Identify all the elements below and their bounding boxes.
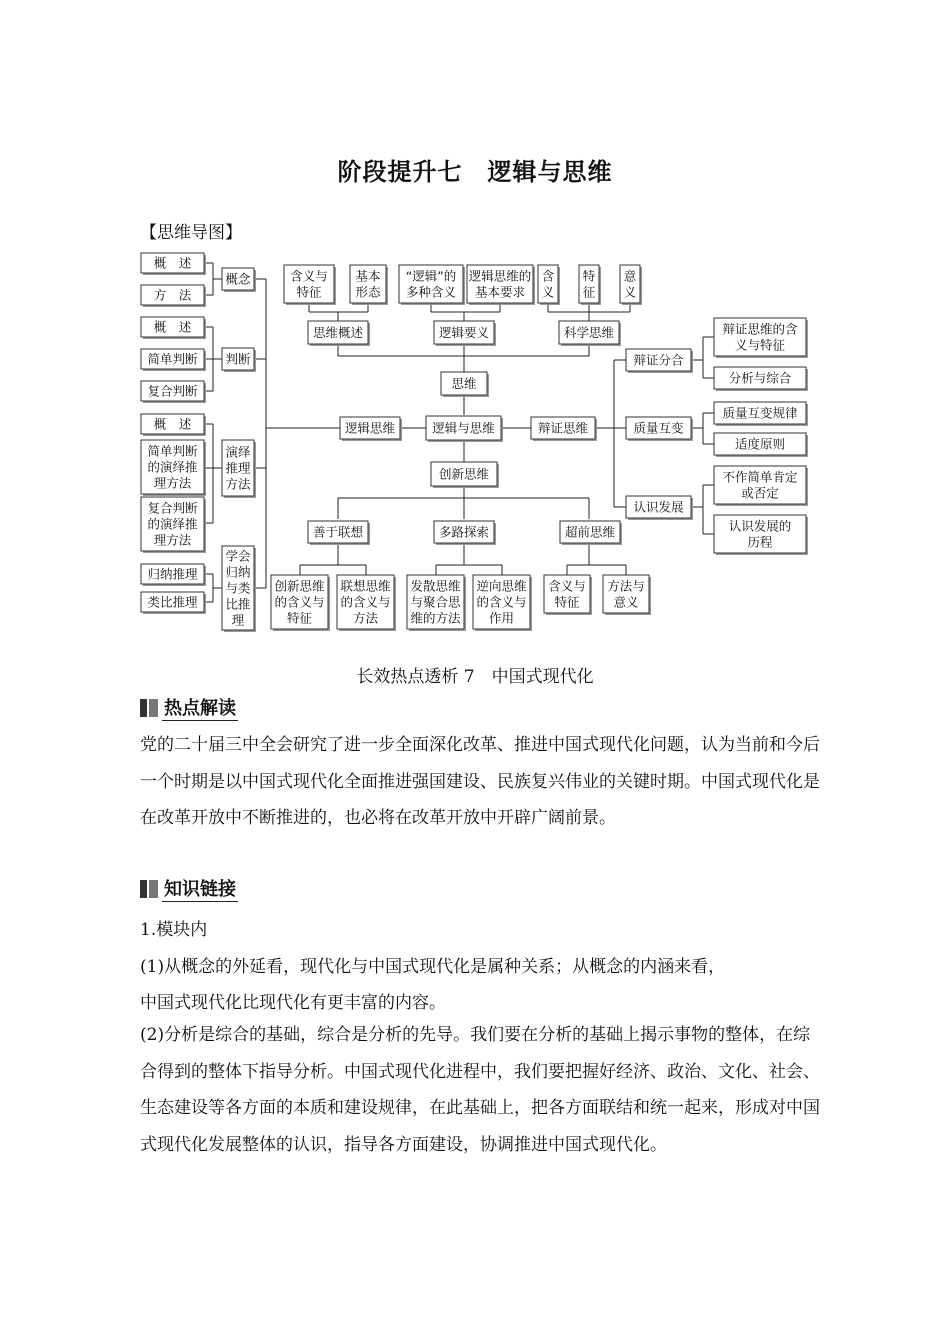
node-innovative-thinking: [431, 462, 499, 488]
node-science-features: [579, 265, 601, 305]
node-deduction-method: [222, 440, 256, 498]
svg-text:历程: 历程: [747, 534, 773, 550]
node-simple-deduction: [141, 440, 206, 496]
svg-text:意: 意: [623, 268, 637, 284]
node-induction-analogy: [222, 546, 256, 632]
svg-text:理方法: 理方法: [153, 532, 192, 548]
node-reverse-thinking: [473, 575, 532, 631]
node-moderation-principle: [714, 433, 808, 457]
svg-text:概 述: 概 述: [153, 255, 192, 271]
node-logic-thinking: [340, 417, 402, 441]
svg-text:方法: 方法: [352, 610, 379, 626]
svg-text:逻辑思维: 逻辑思维: [344, 420, 396, 436]
svg-text:归纳: 归纳: [225, 564, 251, 580]
svg-text:创新思维: 创新思维: [274, 578, 325, 594]
node-induction: [141, 564, 206, 586]
node-compound-judgment: [141, 381, 206, 403]
svg-text:义: 义: [541, 284, 555, 300]
node-advanced-method: [603, 575, 651, 615]
svg-text:的演绎推: 的演绎推: [147, 459, 198, 475]
node-concept: [222, 268, 256, 292]
svg-text:复合判断: 复合判断: [147, 500, 198, 516]
node-compound-deduction: [141, 497, 206, 553]
svg-text:的含义与: 的含义与: [340, 594, 391, 610]
node-logic-and-thinking: [426, 416, 503, 442]
svg-text:含: 含: [541, 268, 555, 284]
node-dialectical-thinking: [531, 417, 597, 441]
svg-text:发散思维: 发散思维: [410, 578, 461, 594]
node-analogy: [141, 592, 206, 614]
svg-text:联想思维: 联想思维: [340, 578, 391, 594]
section-marker-icon: [140, 880, 158, 898]
svg-text:比推: 比推: [225, 596, 251, 612]
node-thinking: [441, 372, 489, 397]
svg-text:特征: 特征: [554, 594, 580, 610]
svg-text:的含义与: 的含义与: [476, 594, 527, 610]
node-concept-method: [141, 285, 206, 307]
svg-text:逻辑要义: 逻辑要义: [438, 325, 490, 340]
svg-text:概 述: 概 述: [153, 416, 192, 432]
module-heading: 1.模块内: [140, 920, 208, 940]
node-innovative-meaning: [271, 575, 330, 631]
svg-text:征: 征: [582, 284, 596, 300]
node-basic-forms: [350, 265, 388, 305]
svg-text:推理: 推理: [225, 460, 251, 476]
node-cognition-development: [626, 496, 693, 520]
svg-text:演绎: 演绎: [225, 444, 251, 460]
svg-text:思维: 思维: [451, 376, 477, 391]
node-logic-meanings: [399, 265, 465, 305]
svg-text:方法与: 方法与: [607, 578, 645, 594]
svg-text:含义与: 含义与: [290, 268, 328, 284]
mind-map-nodes: [141, 253, 808, 632]
svg-text:判断: 判断: [225, 351, 251, 367]
hot-topic-title: 长效热点透析 7 中国式现代化: [356, 667, 594, 687]
node-concept-overview: [141, 253, 206, 275]
svg-text:科学思维: 科学思维: [563, 325, 615, 340]
mind-map: [0, 0, 950, 650]
svg-text:质量互变规律: 质量互变规律: [722, 405, 798, 421]
point-1-line-2: 中国式现代化比现代化有更丰富的内容。: [140, 993, 446, 1013]
node-dialectical-meaning: [714, 318, 808, 358]
svg-text:学会: 学会: [225, 548, 251, 564]
node-advanced-thinking: [560, 521, 622, 545]
svg-text:思维概述: 思维概述: [312, 325, 364, 340]
svg-text:方 法: 方 法: [153, 287, 192, 303]
mindmap-heading: 【思维导图】: [140, 223, 242, 243]
svg-text:善于联想: 善于联想: [312, 524, 364, 540]
svg-text:概 述: 概 述: [153, 319, 192, 335]
svg-text:的演绎推: 的演绎推: [147, 516, 198, 532]
svg-text:的含义与: 的含义与: [274, 594, 325, 610]
node-judgment-overview: [141, 317, 206, 339]
svg-text:辩证思维: 辩证思维: [537, 420, 589, 436]
svg-text:类比推理: 类比推理: [147, 594, 198, 610]
svg-text:简单判断: 简单判断: [147, 443, 198, 459]
node-no-simple-judgment: [714, 466, 808, 506]
svg-text:与类: 与类: [225, 580, 251, 596]
node-science-meaning: [538, 265, 560, 305]
svg-text:意义: 意义: [613, 594, 639, 610]
svg-text:复合判断: 复合判断: [147, 383, 198, 399]
svg-text:概念: 概念: [225, 271, 251, 287]
node-thinking-overview: [308, 321, 370, 346]
node-divergent-convergent: [407, 575, 466, 631]
node-deduction-overview: [141, 414, 206, 436]
svg-text:创新思维: 创新思维: [438, 466, 490, 482]
svg-text:不作简单肯定: 不作简单肯定: [722, 469, 798, 485]
node-quality-change: [626, 417, 693, 441]
svg-text:特: 特: [582, 268, 596, 284]
knowledge-section-label: 知识链接: [162, 875, 238, 902]
svg-text:与聚合思: 与聚合思: [410, 594, 461, 610]
node-association: [308, 521, 370, 545]
node-judgment: [222, 348, 256, 372]
svg-text:超前思维: 超前思维: [564, 524, 616, 540]
node-simple-judgment: [141, 349, 206, 371]
svg-text:理方法: 理方法: [153, 475, 192, 491]
svg-text:多种含义: 多种含义: [405, 284, 457, 300]
svg-text:认识发展的: 认识发展的: [728, 518, 792, 534]
node-dialectical-analysis: [626, 349, 693, 373]
svg-text:维的方法: 维的方法: [410, 610, 461, 626]
svg-text:多路探索: 多路探索: [438, 524, 490, 540]
svg-text:义与特征: 义与特征: [734, 337, 786, 353]
svg-text:含义与: 含义与: [548, 578, 586, 594]
svg-text:逻辑与思维: 逻辑与思维: [432, 420, 495, 436]
node-logic-essentials: [434, 321, 496, 346]
svg-text:适度原则: 适度原则: [734, 436, 786, 452]
hot-section-label: 热点解读: [162, 694, 238, 721]
node-multi-path: [434, 521, 496, 545]
point-2-text: (2)分析是综合的基础，综合是分析的先导。我们要在分析的基础上揭示事物的整体，在综合得到的整体下指导分析。中国式现代化进程中，我们要把握好经济、政治、文化、社会、生态建设等各方面的本质和建设规律，在此基础上，把各方面联结和统一起来，形成对中国式现代化发展整体的认识，指导各方面建设，协调推进中国式现代化。: [140, 1025, 820, 1155]
svg-text:认识发展: 认识发展: [633, 499, 684, 515]
section-marker-icon: [140, 699, 158, 717]
node-analysis-synthesis: [714, 367, 808, 391]
svg-text:特征: 特征: [296, 284, 322, 300]
node-science-significance: [620, 265, 642, 305]
svg-text:分析与综合: 分析与综合: [728, 370, 792, 386]
node-meaning-features: [284, 265, 336, 305]
node-cognition-process: [714, 515, 808, 555]
svg-text:逆向思维: 逆向思维: [476, 578, 527, 594]
svg-text:基本: 基本: [355, 268, 381, 284]
svg-text:基本要求: 基本要求: [474, 284, 526, 300]
svg-text:理: 理: [231, 612, 245, 628]
node-association-meaning: [337, 575, 396, 631]
hot-section-heading: [140, 694, 238, 721]
node-science-thinking: [559, 321, 621, 346]
svg-text:形态: 形态: [355, 284, 381, 300]
node-quality-law: [714, 402, 808, 426]
svg-text:质量互变: 质量互变: [633, 420, 684, 436]
hot-section-text: 党的二十届三中全会研究了进一步全面深化改革、推进中国式现代化问题，认为当前和今后一个时期是以中国式现代化全面推进强国建设、民族复兴伟业的关键时期。中国式现代化是在改革开放中不断推进的，也必将在改革开放中开辟广阔前景。: [140, 735, 820, 828]
svg-text:归纳推理: 归纳推理: [147, 566, 198, 582]
page-title: 阶段提升七 逻辑与思维: [337, 157, 613, 186]
svg-text:作用: 作用: [488, 610, 515, 626]
svg-text:简单判断: 简单判断: [147, 351, 198, 367]
point-1-line-1: (1)从概念的外延看，现代化与中国式现代化是属种关系；从概念的内涵来看，: [140, 957, 726, 977]
svg-text:特征: 特征: [286, 610, 313, 626]
svg-text:义: 义: [623, 284, 637, 300]
knowledge-section-heading: [140, 875, 238, 902]
svg-text:辩证分合: 辩证分合: [633, 352, 684, 368]
svg-text:或否定: 或否定: [741, 485, 779, 501]
node-logic-basic-requirements: [467, 265, 535, 305]
svg-text:辩证思维的含: 辩证思维的含: [722, 321, 798, 337]
svg-text:逻辑思维的: 逻辑思维的: [468, 268, 532, 284]
svg-text:方法: 方法: [225, 476, 251, 492]
node-advanced-meaning: [544, 575, 592, 615]
svg-text:“逻辑”的: “逻辑”的: [405, 268, 457, 284]
